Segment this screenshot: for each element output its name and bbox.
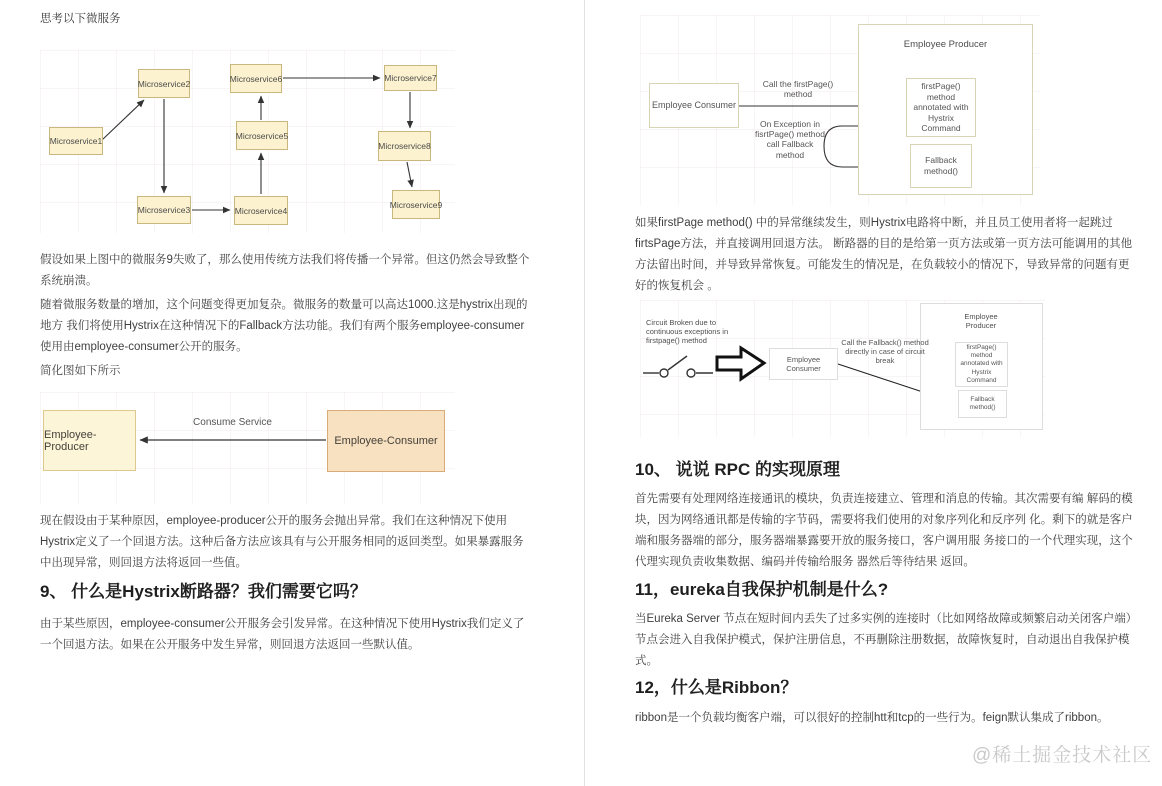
fallback-method-box: Fallback method() (958, 390, 1007, 418)
section-heading-9: 9、 什么是Hystrix断路器？我们需要它吗？ (40, 582, 367, 601)
circuit-breaker-diagram (640, 300, 1045, 437)
diagram-node: Microservice6 (230, 64, 282, 93)
paragraph: 当Eureka Server 节点在短时间内丢失了过多实例的连接时（比如网络故障或频繁启动关闭客户端）节点会进入自我保护模式，保护注册信息，不再删除注册数据，故障恢复时，自动退出自我保护模式。 (635, 613, 1132, 667)
call-fallback-label: Call the Fallback() method directly in case of circuit break (841, 338, 929, 365)
employee-consumer-box: Employee Consumer (769, 348, 838, 380)
call-firstpage-label: Call the firstPage() method (762, 79, 834, 100)
producer-title: Employee Producer (964, 312, 998, 330)
block-arrow-icon (717, 348, 764, 379)
section-heading-11: 11，eureka自我保护机制是什么? (635, 580, 889, 599)
arrow-label: Consume Service (193, 417, 272, 428)
section-heading-10: 10、 说说 RPC 的实现原理 (635, 460, 840, 479)
diagram-node: Microservice2 (138, 69, 190, 98)
paragraph: 随着微服务数量的增加，这个问题变得更加复杂。微服务的数量可以高达1000.这是hystrix出现的地方 我们将使用Hystrix在这种情况下的Fallback方法功能。我们有两个服务employee-consumer使用由employee-consumer公开的服务。 (40, 299, 528, 353)
paragraph: 假设如果上图中的微服务9失败了，那么使用传统方法我们将传播一个异常。但这仍然会导致整个系统崩溃。 (40, 254, 530, 287)
diagram-node: Microservice9 (392, 190, 440, 219)
paragraph: 现在假设由于某种原因，employee-producer公开的服务会抛出异常。我们在这种情况下使用Hystrix定义了一个回退方法。这种后备方法应该具有与公开服务相同的返回类型。如果暴露服务中出现异常，则回退方法将返回一些值。 (40, 515, 524, 569)
paragraph: 首先需要有处理网络连接通讯的模块，负责连接建立、管理和消息的传输。其次需要有编 解码的模块，因为网络通讯都是传输的字节码，需要将我们使用的对象序列化和反序列 化。剩下的就是客户端和服务器端的部分，服务器端暴露要开放的服务接口，客户调用服 务接口的一个代理实现，这个代理实现负责收集数据、编码并传输给服务 器然后等待结果 返回。 (635, 493, 1133, 568)
employee-consumer-box: Employee-Consumer (327, 410, 445, 472)
paragraph: 简化图如下所示 (40, 365, 121, 377)
microservices-diagram (40, 50, 455, 233)
firstpage-method-box: firstPage() method annotated with Hystrix Command (955, 342, 1008, 387)
diagram-node: Microservice8 (378, 131, 431, 161)
circuit-breaker-symbol (643, 356, 713, 377)
watermark: @稀土掘金技术社区 (972, 745, 1153, 766)
employee-consumer-box: Employee Consumer (649, 83, 739, 128)
diagram-node: Microservice1 (49, 127, 103, 155)
diagram-node: Microservice5 (236, 121, 288, 150)
fallback-method-box: Fallback method() (910, 144, 972, 188)
paragraph: 由于某些原因，employee-consumer公开服务会引发异常。在这种情况下使用Hystrix我们定义了一个回退方法。如果在公开服务中发生异常，则回退方法返回一些默认值。 (40, 618, 525, 651)
diagram-node: Microservice4 (234, 196, 288, 225)
employee-producer-box: Employee-Producer (43, 410, 136, 471)
column-divider (584, 0, 585, 786)
paragraph: 如果firstPage method() 中的异常继续发生，则Hystrix电路将中断，并且员工使用者将一起跳过firtsPage方法，并直接调用回退方法。 断路器的目的是给第一页方法或第一页方法可能调用的其他方法留出时间，并导致异常恢复。可能发生的情况是，在负载较小的情况下，导致异常的问题有更好的恢复机会 。 (635, 217, 1133, 292)
hystrix-command-diagram (640, 15, 1040, 205)
diagram-node: Microservice3 (137, 196, 191, 224)
diagram-node: Microservice7 (384, 65, 437, 91)
paragraph: ribbon是一个负载均衡客户端，可以很好的控制htt和tcp的一些行为。feign默认集成了ribbon。 (635, 712, 1109, 724)
intro-text: 思考以下微服务 (40, 13, 121, 25)
firstpage-method-box: firstPage() method annotated with Hystrix Command (906, 78, 976, 137)
circuit-broken-label: Circuit Broken due to continuous exceptions in firstpage() method (646, 318, 729, 345)
producer-title: Employee Producer (903, 39, 988, 50)
section-heading-12: 12，什么是Ribbon？ (635, 678, 798, 697)
on-exception-label: On Exception in fisrtPage() method call Fallback method (755, 119, 825, 160)
producer-consumer-diagram (40, 392, 455, 504)
